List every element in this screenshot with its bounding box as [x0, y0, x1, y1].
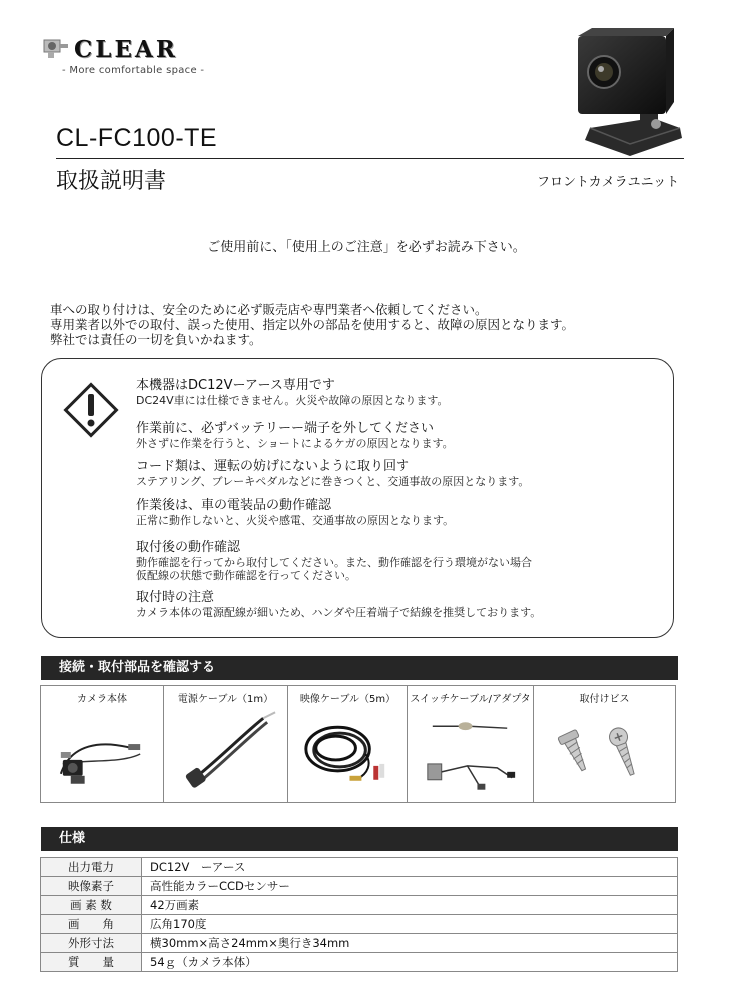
- power-cable-image: [164, 704, 287, 800]
- spec-key: 外形寸法: [41, 934, 142, 953]
- intro-line: 専用業者以外での取付、誤った使用、指定以外の部品を使用すると、故障の原因となります。: [50, 317, 575, 332]
- part-cell: [41, 686, 164, 802]
- spec-section-heading: 仕様: [41, 827, 678, 851]
- video-cable-image: [288, 704, 407, 800]
- spec-row: [41, 915, 678, 934]
- spec-key: 画 素 数: [41, 896, 142, 915]
- warning-item: [136, 421, 676, 450]
- warning-title: コード類は、運転の妨げにないように取り回す: [136, 459, 410, 474]
- part-label: 電源ケーブル（1m）: [177, 694, 274, 705]
- part-label: 映像ケーブル（5m）: [299, 694, 396, 705]
- part-label: スイッチケーブル/アダプタ: [410, 694, 531, 705]
- part-label: 取付けビス: [579, 694, 630, 705]
- intro-text: [50, 302, 690, 347]
- intro-line: 車への取り付けは、安全のために必ず販売店や専門業者へ依頼してください。: [50, 302, 488, 317]
- spec-key: 映像素子: [41, 877, 142, 896]
- warning-icon: [61, 380, 121, 440]
- spec-key: 出力電力: [41, 858, 142, 877]
- spec-row: [41, 953, 678, 972]
- intro-line: 弊社では責任の一切を負いかねます。: [50, 332, 262, 347]
- brand-tagline: - More comfortable space -: [62, 65, 205, 76]
- warning-title: 取付後の動作確認: [136, 540, 241, 555]
- header-divider: [56, 158, 684, 159]
- part-cell: [534, 686, 675, 802]
- brand-logo: [42, 32, 232, 80]
- spec-key: 画 角: [41, 915, 142, 934]
- warning-desc: 外さずに作業を行うと、ショートによるケガの原因となります。: [136, 437, 454, 450]
- spec-table: [40, 857, 678, 972]
- warning-desc: カメラ本体の電源配線が細いため、ハンダや圧着端子で結線を推奨しております。: [136, 606, 542, 619]
- spec-value: 高性能カラーCCDセンサー: [142, 877, 678, 896]
- spec-value: 横30mm×高さ24mm×奥行き34mm: [142, 934, 678, 953]
- read-notice: ご使用前に、「使用上のご注意」を必ずお読み下さい。: [207, 240, 526, 255]
- spec-value: 広角170度: [142, 915, 678, 934]
- brand-name: CLEAR: [74, 36, 178, 63]
- warning-item: [136, 459, 676, 488]
- spec-value: 42万画素: [142, 896, 678, 915]
- parts-section-heading: 接続・取付部品を確認する: [41, 656, 678, 680]
- logo-icon: [42, 34, 70, 60]
- part-cell: [288, 686, 408, 802]
- warning-desc: 動作確認を行ってから取付してください。また、動作確認を行う環境がない場合: [136, 556, 532, 569]
- warning-title: 取付時の注意: [136, 590, 215, 605]
- warning-item: [136, 590, 676, 619]
- part-cell: [164, 686, 288, 802]
- spec-row: [41, 877, 678, 896]
- warning-desc: 正常に動作しないと、火災や感電、交通事故の原因となります。: [136, 514, 455, 527]
- model-number: CL-FC100-TE: [56, 124, 218, 152]
- warning-title: 本機器はDC12Vーアース専用です: [136, 378, 335, 393]
- document-title: 取扱説明書: [56, 169, 167, 194]
- spec-row: [41, 934, 678, 953]
- spec-key: 質 量: [41, 953, 142, 972]
- document-subtitle: フロントカメラユニット: [537, 175, 680, 190]
- warning-desc: 仮配線の状態で動作確認を行ってください。: [136, 569, 356, 582]
- part-label: カメラ本体: [77, 694, 127, 705]
- switch-cable-adapter-image: [408, 704, 533, 800]
- warning-item: [136, 378, 676, 407]
- warning-desc: DC24V車には仕様できません。火災や故障の原因となります。: [136, 394, 449, 407]
- spec-value: 54ｇ（カメラ本体）: [142, 953, 678, 972]
- spec-row: [41, 858, 678, 877]
- warning-title: 作業前に、必ずバッテリーー端子を外してください: [136, 421, 434, 436]
- warning-title: 作業後は、車の電装品の動作確認: [136, 498, 332, 513]
- spec-row: [41, 896, 678, 915]
- parts-table: [40, 685, 676, 803]
- camera-body-image: [41, 704, 163, 800]
- warning-desc: ステアリング、ブレーキペダルなどに巻きつくと、交通事故の原因となります。: [136, 475, 530, 488]
- mounting-screws-image: [534, 704, 675, 800]
- part-cell: [408, 686, 534, 802]
- warning-item: [136, 498, 676, 527]
- spec-value: DC12V ーアース: [142, 858, 678, 877]
- warning-item: [136, 540, 676, 582]
- camera-product-photo: [570, 28, 690, 163]
